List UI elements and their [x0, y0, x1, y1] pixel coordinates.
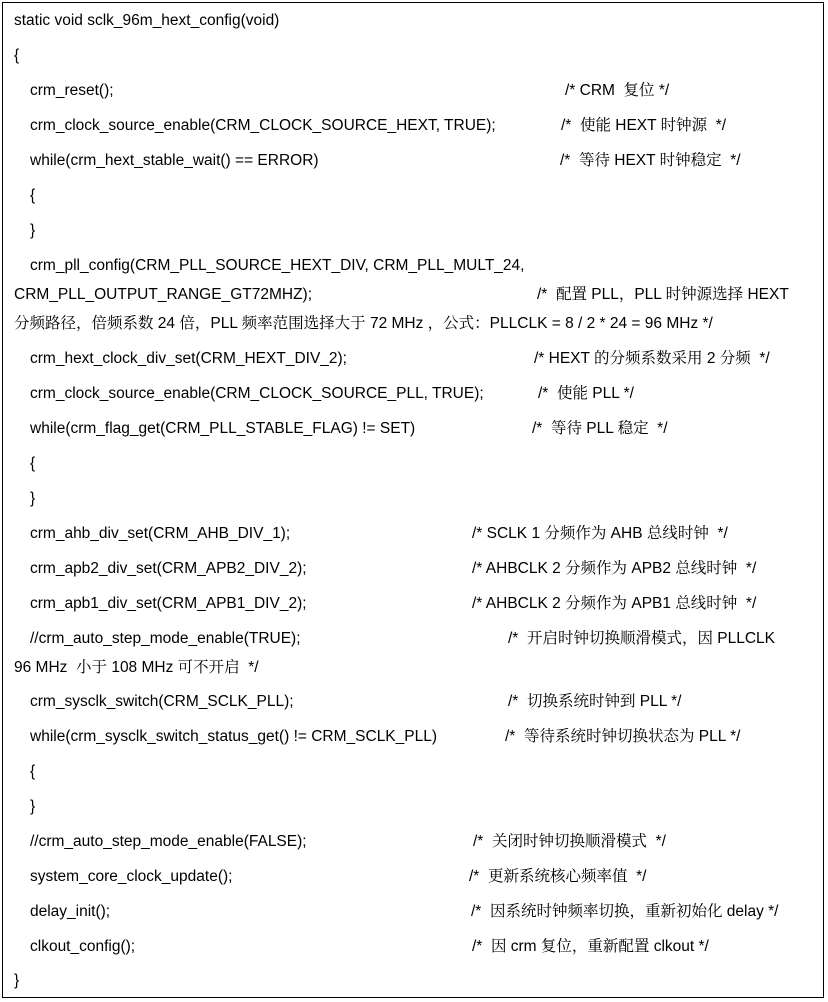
function-signature: static void sclk_96m_hext_config(void)	[14, 12, 280, 29]
code-line-pll-wait: while(crm_flag_get(CRM_PLL_STABLE_FLAG) != SET)	[30, 420, 416, 437]
comment-hext-enable: /* 使能 HEXT 时钟源 */	[561, 117, 727, 134]
comment-auto-step-false: /* 关闭时钟切换顺滑模式 */	[473, 833, 666, 850]
comment-auto-step-true-cont: 96 MHz 小于 108 MHz 可不开启 */	[14, 659, 259, 676]
comment-pll-config-cont: 分频路径，倍频系数 24 倍，PLL 频率范围选择大于 72 MHz ，公式：PLLCLK = 8 / 2 * 24 = 96 MHz */	[14, 315, 713, 332]
code-line-clkout-config: clkout_config();	[30, 938, 136, 955]
comment-sysclk-switch: /* 切换系统时钟到 PLL */	[508, 693, 682, 710]
comment-pll-config: /* 配置 PLL，PLL 时钟源选择 HEXT	[537, 286, 789, 303]
open-brace: {	[30, 763, 36, 780]
close-brace: }	[30, 798, 36, 815]
open-brace: {	[30, 187, 36, 204]
code-line-hext-enable: crm_clock_source_enable(CRM_CLOCK_SOURCE_HEXT, TRUE);	[30, 117, 496, 134]
comment-delay-init: /* 因系统时钟频率切换，重新初始化 delay */	[471, 903, 779, 920]
code-line-hext-div: crm_hext_clock_div_set(CRM_HEXT_DIV_2);	[30, 350, 347, 367]
comment-ahb-div: /* SCLK 1 分频作为 AHB 总线时钟 */	[472, 525, 728, 542]
code-line-pll-config-cont: CRM_PLL_OUTPUT_RANGE_GT72MHZ);	[14, 286, 313, 303]
code-line-sysclk-switch: crm_sysclk_switch(CRM_SCLK_PLL);	[30, 693, 294, 710]
close-brace: }	[30, 490, 36, 507]
comment-auto-step-true: /* 开启时钟切换顺滑模式，因 PLLCLK	[508, 630, 775, 647]
code-line-delay-init: delay_init();	[30, 903, 111, 920]
code-line-apb1-div: crm_apb1_div_set(CRM_APB1_DIV_2);	[30, 595, 307, 612]
code-line-ahb-div: crm_ahb_div_set(CRM_AHB_DIV_1);	[30, 525, 291, 542]
comment-pll-wait: /* 等待 PLL 稳定 */	[532, 420, 668, 437]
comment-sysclk-wait: /* 等待系统时钟切换状态为 PLL */	[505, 728, 741, 745]
open-brace: {	[30, 455, 36, 472]
code-line-clock-update: system_core_clock_update();	[30, 868, 233, 885]
comment-pll-enable: /* 使能 PLL */	[538, 385, 634, 402]
comment-clock-update: /* 更新系统核心频率值 */	[469, 868, 647, 885]
code-document-frame	[2, 2, 824, 998]
code-line-pll-config: crm_pll_config(CRM_PLL_SOURCE_HEXT_DIV, CRM_PLL_MULT_24,	[30, 257, 525, 274]
comment-clkout-config: /* 因 crm 复位，重新配置 clkout */	[472, 938, 709, 955]
code-line-pll-enable: crm_clock_source_enable(CRM_CLOCK_SOURCE_PLL, TRUE);	[30, 385, 484, 402]
function-close-brace: }	[14, 972, 20, 989]
code-line-auto-step-true: //crm_auto_step_mode_enable(TRUE);	[30, 630, 301, 647]
comment-apb2-div: /* AHBCLK 2 分频作为 APB2 总线时钟 */	[472, 560, 757, 577]
comment-hext-div: /* HEXT 的分频系数采用 2 分频 */	[534, 350, 770, 367]
function-open-brace: {	[14, 47, 20, 64]
comment-apb1-div: /* AHBCLK 2 分频作为 APB1 总线时钟 */	[472, 595, 757, 612]
close-brace: }	[30, 222, 36, 239]
code-line-sysclk-wait: while(crm_sysclk_switch_status_get() != CRM_SCLK_PLL)	[30, 728, 438, 745]
code-line-auto-step-false: //crm_auto_step_mode_enable(FALSE);	[30, 833, 307, 850]
comment-hext-wait: /* 等待 HEXT 时钟稳定 */	[560, 152, 741, 169]
code-line-hext-wait: while(crm_hext_stable_wait() == ERROR)	[30, 152, 319, 169]
code-line-apb2-div: crm_apb2_div_set(CRM_APB2_DIV_2);	[30, 560, 307, 577]
comment-crm-reset: /* CRM 复位 */	[565, 82, 670, 99]
code-line-crm-reset: crm_reset();	[30, 82, 114, 99]
